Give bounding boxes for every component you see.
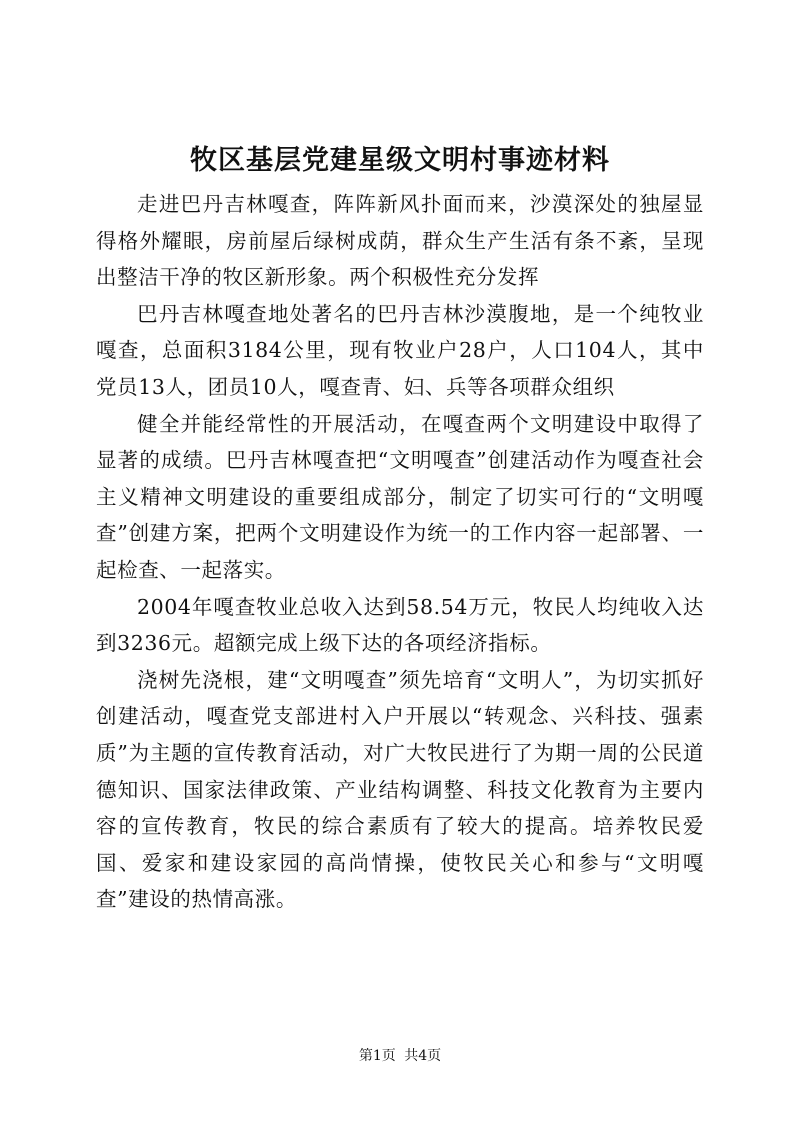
paragraph: 巴丹吉林嘎查地处著名的巴丹吉林沙漠腹地，是一个纯牧业嘎查，总面积3184公里，现有牧业户28户，人口104人，其中党员13人，团员10人，嘎查青、妇、兵等各项群众组织 xyxy=(96,301,704,399)
paragraph: 走进巴丹吉林嘎查，阵阵新风扑面而来，沙漠深处的独屋显得格外耀眼，房前屋后绿树成荫，群众生产生活有条不紊，呈现出整洁干净的牧区新形象。两个积极性充分发挥 xyxy=(96,192,704,290)
document-body xyxy=(96,186,704,918)
page-footer xyxy=(0,1046,800,1066)
page-total: 共4页 xyxy=(404,1048,442,1064)
paragraph: 浇树先浇根，建“文明嘎查”须先培育“文明人”，为切实抓好创建活动，嘎查党支部进村入户开展以“转观念、兴科技、强素质”为主题的宣传教育活动，对广大牧民进行了为期一周的公民道德知识、国家法律政策、产业结构调整、科技文化教育为主要内容的宣传教育，牧民的综合素质有了较大的提高。培养牧民爱国、爱家和建设家园的高尚情操，使牧民关心和参与“文明嘎查”建设的热情高涨。 xyxy=(96,667,704,912)
paragraph: 2004年嘎查牧业总收入达到58.54万元，牧民人均纯收入达到3236元。超额完成上级下达的各项经济指标。 xyxy=(96,594,704,656)
paragraph: 健全并能经常性的开展活动，在嘎查两个文明建设中取得了显著的成绩。巴丹吉林嘎查把“文明嘎查”创建活动作为嘎查社会主义精神文明建设的重要组成部分，制定了切实可行的“文明嘎查”创建方案，把两个文明建设作为统一的工作内容一起部署、一起检查、一起落实。 xyxy=(96,411,704,582)
document-title: 牧区基层党建星级文明村事迹材料 xyxy=(190,145,610,176)
page-number: 第1页 xyxy=(358,1048,396,1064)
